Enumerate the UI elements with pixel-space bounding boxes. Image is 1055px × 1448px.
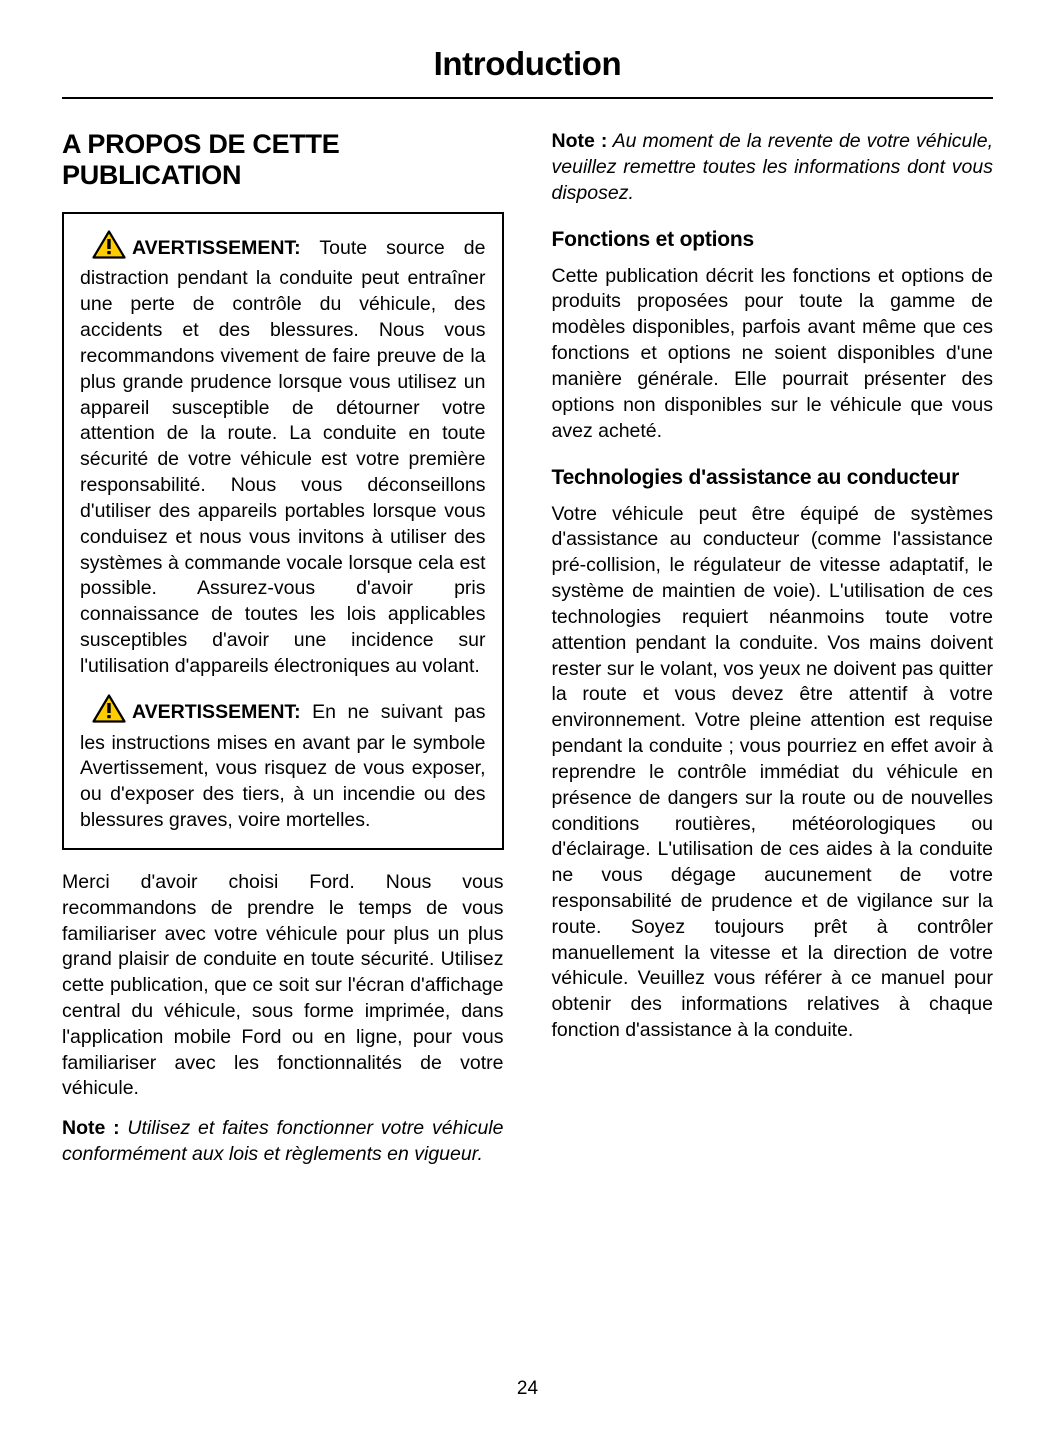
two-column-layout — [62, 129, 993, 1168]
right-column — [552, 129, 994, 1044]
warning-paragraph-1 — [80, 230, 486, 680]
subheading-features-options: Fonctions et options — [551, 228, 754, 252]
warning-text-2: En ne suivant pas les instructions mises en avant par le symbole Avertissement, vous risquez de vous exposer, ou d'exposer des tiers, à un incendie ou des blessures graves, voire mortelles. — [80, 700, 486, 832]
page-number: 24 — [516, 1378, 539, 1399]
note-text: Utilisez et faites fonctionner votre véhicule conformément aux lois et règlements en vigueur. — [62, 1117, 504, 1166]
page-title: Introduction — [433, 45, 622, 82]
note-label: Note : — [62, 1117, 120, 1140]
warning-triangle-icon — [92, 230, 126, 267]
left-column — [62, 129, 504, 1168]
note-text: Au moment de la revente de votre véhicule, veuillez remettre toutes les informations dont vous disposez. — [551, 130, 994, 204]
warning-text-1: Toute source de distraction pendant la conduite peut entraîner une perte de contrôle du véhicule, des accidents et des blessures. Nous vous recommandons vivement de faire preuve de la plus grande prudence lorsque vous utilisez un appareil susceptible de détourner votre attention de la route. La conduite en toute sécurité de votre véhicule est votre première responsabilité. Nous vous déconseillons d'utiliser des appareils portables lorsque vous conduisez et nous vous invitons à utiliser des systèmes à commande vocale lorsque cela est possible. Assurez-vous d'avoir pris connaissance de toutes les lois applicables susceptibles d'avoir une incidence sur l'utilisation d'appareils électroniques au volant. — [80, 236, 486, 677]
note-right — [552, 129, 994, 206]
warning-label-1: AVERTISSEMENT: — [132, 236, 301, 259]
warning-paragraph-2 — [80, 694, 486, 834]
warning-triangle-icon — [92, 694, 126, 731]
warning-box — [62, 212, 504, 850]
warning-label-2: AVERTISSEMENT: — [132, 700, 301, 723]
body-paragraph: Merci d'avoir choisi Ford. Nous vous recommandons de prendre le temps de vous familiariser avec votre véhicule pour plus un plus grand plaisir de conduite en toute sécurité. Utilisez cette publication, que ce soit sur l'écran d'affichage central du véhicule, sous forme imprimée, dans l'application mobile Ford ou en ligne, pour vous familiariser avec les fonctionnalités de votre véhicule. — [62, 870, 504, 1100]
paragraph-driver-assist: Votre véhicule peut être équipé de systèmes d'assistance au conducteur (comme l'assistance pré-collision, le régulateur de vitesse adaptatif, le système de maintien de voie). L'utilisation de ces technologies requiert néanmoins toute votre attention pendant la conduite. Vos mains doivent rester sur le volant, vos yeux ne doivent pas quitter la route et vous devez être attentif à votre environnement. Votre pleine attention est requise pendant la conduite ; vous pourriez en effet avoir à reprendre le contrôle immédiat du véhicule en présence de dangers sur la route ou de nouvelles conditions routières, météorologiques ou d'éclairage. L'utilisation de ces aides à la conduite ne vous dégage aucunement de votre responsabilité de prudence et de vigilance sur la route. Soyez toujours prêt à contrôler manuellement la vitesse et la direction de votre véhicule. Veuillez vous référer à ce manuel pour obtenir des informations relatives à chaque fonction d'assistance à la conduite. — [551, 502, 993, 1042]
section-title: A PROPOS DE CETTE PUBLICATION — [62, 129, 340, 191]
subheading-driver-assist: Technologies d'assistance au conducteur — [551, 466, 960, 490]
note-label: Note : — [551, 130, 608, 152]
paragraph-features-options: Cette publication décrit les fonctions et options de produits proposées pour toute la gamme de modèles disponibles, parfois avant même que ces fonctions et options ne soient disponibles d'une manière générale. Elle pourrait présenter des options non disponibles sur le véhicule que vous avez acheté. — [551, 264, 993, 442]
header-divider — [62, 97, 993, 99]
note-left — [62, 1116, 504, 1168]
